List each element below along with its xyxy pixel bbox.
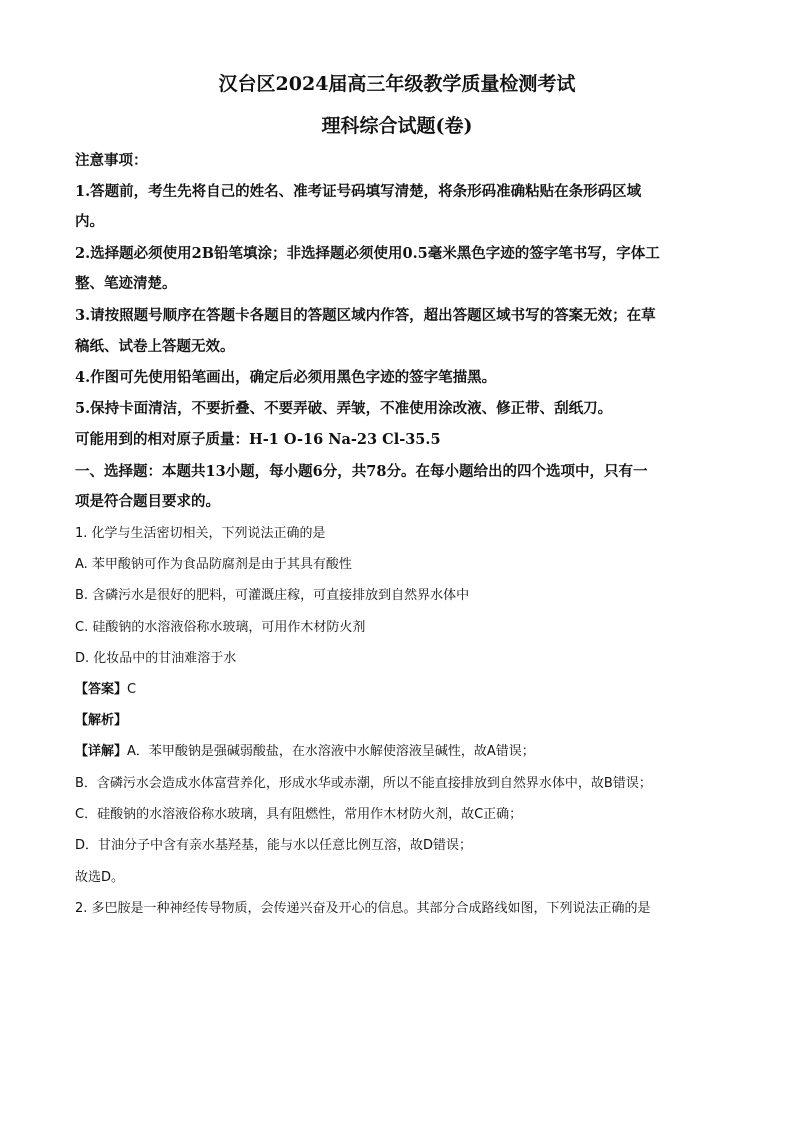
notice-line-3: 3.请按照题号顺序在答题卡各题目的答题区域内作答，超出答题区域书写的答案无效；在草	[75, 307, 656, 324]
q1-analysis-label	[75, 711, 127, 731]
q1-option-d: D. 化妆品中的甘油难溶于水	[75, 651, 237, 666]
section-heading-line-2: 项是符合题目要求的。	[75, 493, 220, 510]
q1-option-c: C. 硅酸钠的水溶液俗称水玻璃，可用作木材防火剂	[75, 620, 366, 635]
detail-line-a: A．苯甲酸钠是强碱弱酸盐，在水溶液中水解使溶液呈碱性，故A错误；	[127, 744, 535, 759]
exam-title: 汉台区2024届高三年级教学质量检测考试	[218, 73, 576, 95]
atomic-masses: 可能用到的相对原子质量：H-1 O-16 Na-23 Cl-35.5	[75, 431, 441, 448]
section-heading-line-1: 一、选择题：本题共13小题，每小题6分，共78分。在每小题给出的四个选项中，只有一	[75, 463, 648, 480]
notice-line-5: 5.保持卡面清洁，不要折叠、不要弄破、弄皱，不准使用涂改液、修正带、刮纸刀。	[75, 400, 613, 417]
notice-line-1-cont: 内。	[75, 213, 104, 230]
q1-stem: 1. 化学与生活密切相关，下列说法正确的是	[75, 526, 326, 541]
notice-line-4: 4.作图可先使用铅笔画出，确定后必须用黑色字迹的签字笔描黑。	[75, 369, 497, 386]
detail-label: 【详解】	[75, 744, 128, 759]
answer-label: 【答案】	[75, 682, 128, 697]
q2-stem: 2. 多巴胺是一种神经传导物质，会传递兴奋及开心的信息。其部分合成路线如图，下列说法正确的是	[75, 901, 651, 916]
q1-conclusion: 故选D。	[75, 870, 125, 885]
notice-heading: 注意事项：	[75, 152, 148, 169]
q1-detail-d: D．甘油分子中含有亲水基羟基，能与水以任意比例互溶，故D错误；	[75, 838, 473, 853]
q1-option-b: B. 含磷污水是很好的肥料，可灌溉庄稼，可直接排放到自然界水体中	[75, 588, 470, 603]
q1-detail-c: C．硅酸钠的水溶液俗称水玻璃，具有阻燃性，常用作木材防火剂，故C正确；	[75, 807, 523, 822]
answer-value: C	[127, 682, 137, 697]
notice-line-2-cont: 整、笔迹清楚。	[75, 275, 177, 292]
notice-line-1: 1.答题前，考生先将自己的姓名、准考证号码填写清楚，将条形码准确粘贴在条形码区域	[75, 183, 642, 200]
exam-subtitle: 理科综合试题(卷)	[321, 115, 473, 137]
q1-detail-a	[75, 742, 535, 762]
notice-line-3-cont: 稿纸、试卷上答题无效。	[75, 338, 235, 355]
q1-detail-b: B．含磷污水会造成水体富营养化，形成水华或赤潮，所以不能直接排放到自然界水体中，故B错误；	[75, 776, 652, 791]
q1-answer	[75, 680, 136, 700]
q1-option-a: A. 苯甲酸钠可作为食品防腐剂是由于其具有酸性	[75, 557, 352, 572]
analysis-label: 【解析】	[75, 713, 128, 728]
notice-line-2: 2.选择题必须使用2B铅笔填涂；非选择题必须使用0.5毫米黑色字迹的签字笔书写，字体工	[75, 245, 660, 262]
